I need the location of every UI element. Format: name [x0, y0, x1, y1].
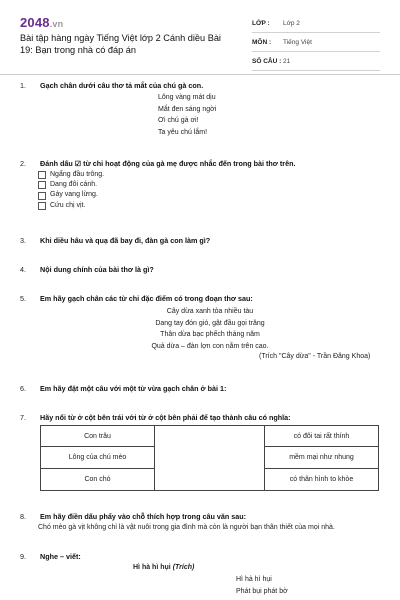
meta-label: LỚP : [252, 19, 270, 27]
match-left-cell[interactable]: Con chó [84, 475, 111, 483]
poem-line: Quả dừa – đàn lợn con nằm trên cao. [151, 342, 269, 350]
question-text: Khi diều hâu và quạ đã bay đi, đàn gà con làm gì? [40, 236, 211, 245]
meta-label: SỐ CÂU : [252, 57, 282, 65]
question-number: 7. [20, 413, 26, 422]
question-number: 1. [20, 81, 26, 90]
dictation-title-note: (Trích) [172, 564, 195, 571]
dictation-title-text: Hì hà hì hụi [133, 564, 171, 571]
dictation-lines [236, 574, 288, 597]
option-label: Gáy vang lừng. [50, 191, 98, 199]
question-number: 2. [20, 159, 26, 168]
poem-source: (Trích "Cây dừa" - Trần Đăng Khoa) [259, 353, 371, 360]
option-item[interactable] [38, 201, 104, 211]
match-right-column [264, 426, 378, 490]
match-right-cell[interactable]: có đôi tai rất thính [265, 426, 378, 447]
option-label: Ngẩng đầu trông. [50, 171, 105, 178]
meta-row-subject [252, 33, 380, 52]
meta-label: MÔN : [252, 38, 272, 46]
question-text: Nội dung chính của bài thơ là gì? [40, 265, 154, 274]
meta-row-count [252, 52, 380, 71]
match-left-cell[interactable]: Con trâu [41, 426, 154, 447]
worksheet-header [0, 0, 400, 75]
checkbox[interactable] [38, 202, 46, 210]
meta-row-grade [252, 14, 380, 33]
options-q2 [38, 170, 104, 211]
poem-line: Ơi chú gà ơi! [158, 117, 199, 124]
logo-text: 2048 [20, 15, 50, 30]
question-number: 3. [20, 236, 26, 245]
checkbox[interactable] [38, 181, 46, 189]
checkbox[interactable] [38, 171, 46, 179]
option-label: Cứu chị vịt. [50, 201, 86, 209]
question-number: 5. [20, 294, 26, 303]
question-text: Em hãy điền dấu phẩy vào chỗ thích hợp trong câu văn sau: [40, 512, 246, 521]
site-logo[interactable] [20, 15, 63, 30]
question-number: 6. [20, 384, 26, 393]
meta-value: 21 [283, 57, 291, 65]
poem-line: Mắt đen sáng ngời [158, 105, 217, 113]
question-number: 9. [20, 552, 26, 561]
meta-value: Lớp 2 [283, 19, 300, 27]
poem-line: Thân dừa bạc phếch tháng năm [160, 331, 260, 338]
page-title: Bài tập hàng ngày Tiếng Việt lớp 2 Cánh diều Bài 19: Bạn trong nhà có đáp án [20, 33, 221, 55]
question-text: Em hãy gạch chân các từ chỉ đặc điểm có trong đoạn thơ sau: [40, 294, 253, 303]
poem-q1 [158, 92, 216, 138]
poem-line: Hì hà hì hụi [236, 576, 272, 583]
match-left-column [41, 426, 155, 490]
match-right-cell[interactable]: mềm mại như nhung [265, 447, 378, 468]
match-left-cell[interactable]: Lông của chú mèo [41, 447, 154, 468]
option-item[interactable] [38, 190, 104, 200]
sentence-text: Chó mèo gà vịt không chỉ là vật nuôi trong gia đình mà còn là người bạn thân thiết của mọi nhà. [38, 524, 335, 531]
question-text: Đánh dấu ☑ từ chỉ hoạt động của gà mẹ được nhắc đến trong bài thơ trên. [40, 159, 296, 168]
poem-line: Ta yêu chú lắm! [158, 128, 208, 136]
question-text: Gạch chân dưới câu thơ tả mắt của chú gà con. [40, 81, 204, 90]
logo-domain: .vn [49, 19, 64, 29]
match-right-cell[interactable]: có thân hình to khỏe [289, 475, 354, 483]
dictation-title [133, 562, 194, 574]
worksheet-meta [252, 14, 380, 71]
checkbox[interactable] [38, 192, 46, 200]
option-label: Dang đôi cánh. [50, 181, 98, 189]
poem-line: Cây dừa xanh tỏa nhiều tàu [166, 308, 254, 315]
option-item[interactable] [38, 180, 104, 190]
question-text: Hãy nối từ ở cột bên trái với từ ở cột bên phải để tạo thành câu có nghĩa: [40, 413, 291, 422]
question-number: 4. [20, 265, 26, 274]
poem-q5 [120, 306, 300, 352]
option-item[interactable] [38, 170, 104, 180]
meta-value: Tiếng Việt [283, 38, 312, 46]
poem-line: Lông vàng mát dịu [158, 94, 216, 101]
matching-table [40, 425, 379, 491]
poem-line: Phát bụi phát bờ [236, 587, 288, 595]
question-number: 8. [20, 512, 26, 521]
question-text: Em hãy đặt một câu với một từ vừa gạch chân ở bài 1: [40, 384, 227, 393]
poem-line: Dang tay đón gió, gật đầu gọi trăng [155, 319, 265, 327]
question-text: Nghe – viết: [40, 552, 81, 561]
